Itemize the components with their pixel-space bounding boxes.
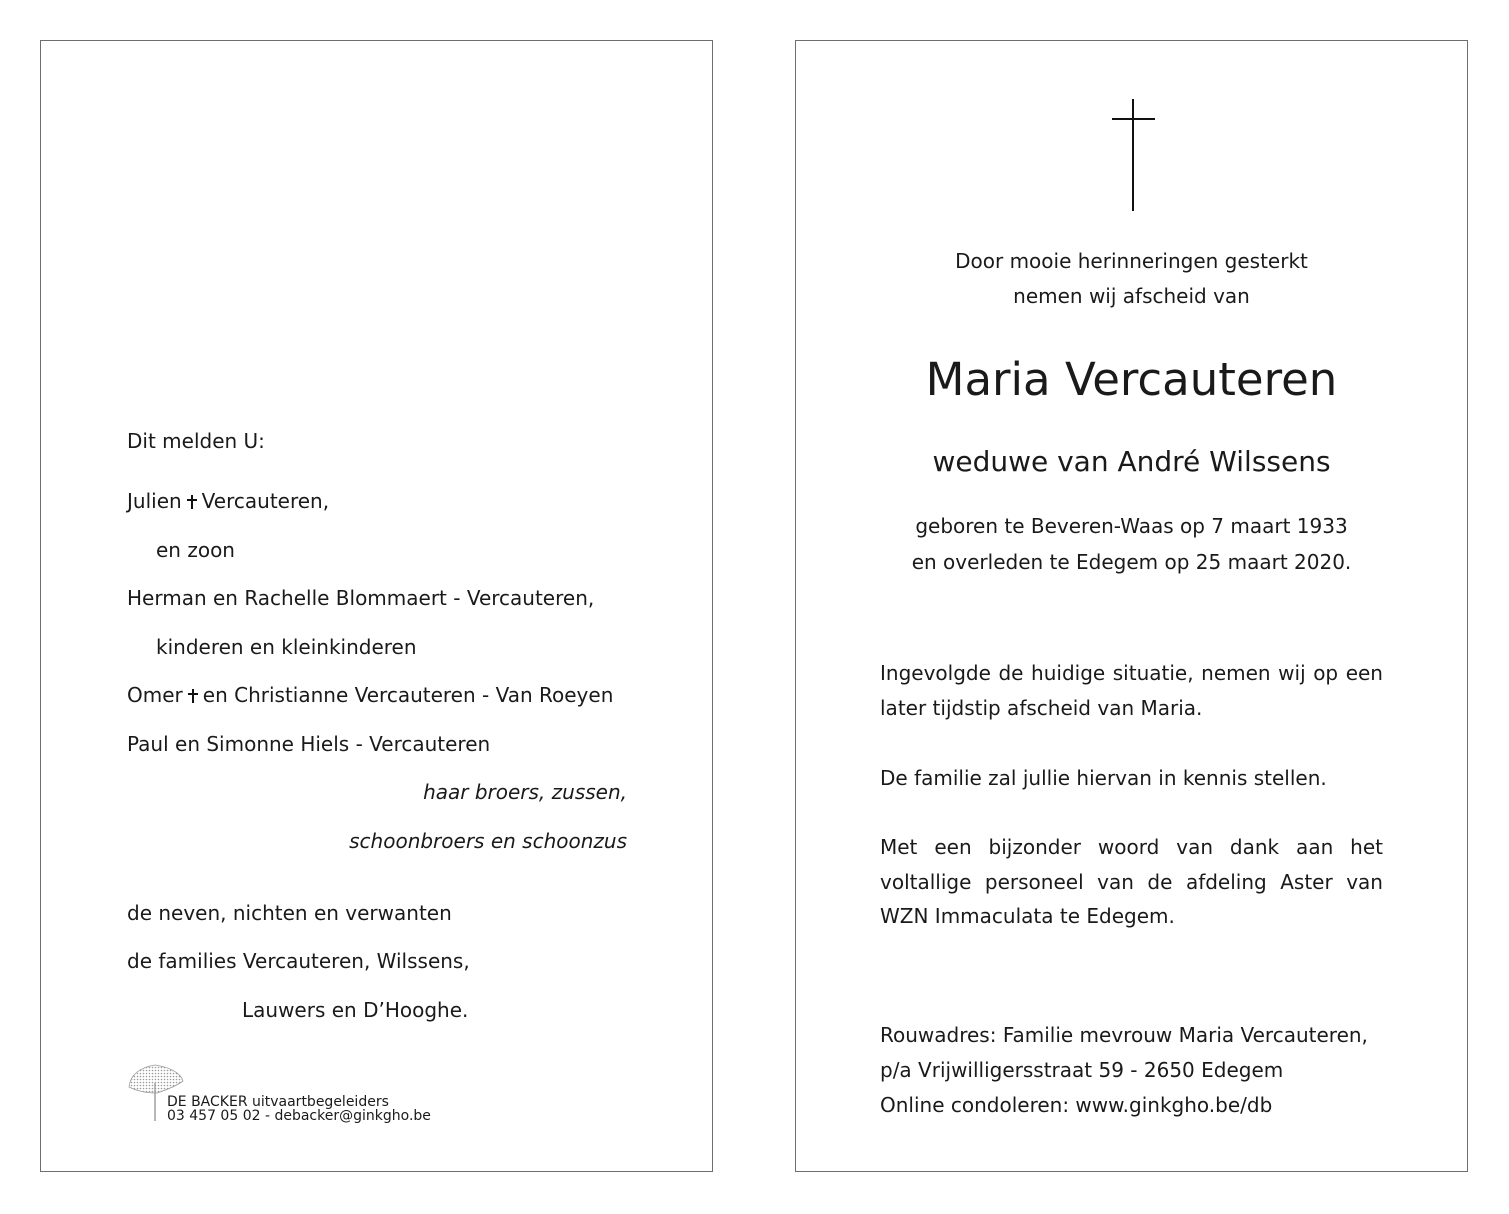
siblings-line-1: haar broers, zussen, bbox=[423, 780, 627, 804]
online-condolence: Online condoleren: www.ginkgho.be/db bbox=[880, 1093, 1273, 1117]
relative-paul: Paul en Simonne Hiels - Vercauteren bbox=[127, 732, 491, 756]
thanks-line-3: WZN Immaculata te Edegem. bbox=[880, 904, 1175, 928]
situation-line-1: Ingevolgde de huidige situatie, nemen wij op een bbox=[880, 661, 1383, 685]
widow-line: weduwe van André Wilssens bbox=[932, 445, 1331, 478]
funeral-home-contact: 03 457 05 02 - debacker@ginkgho.be bbox=[167, 1108, 431, 1124]
families-line-1: de families Vercauteren, Wilssens, bbox=[127, 949, 470, 973]
deceased-cross-icon bbox=[188, 689, 198, 703]
cousins-line: de neven, nichten en verwanten bbox=[127, 901, 452, 925]
relative-herman: Herman en Rachelle Blommaert - Vercauteren, bbox=[127, 586, 595, 610]
situation-line-2: later tijdstip afscheid van Maria. bbox=[880, 696, 1203, 720]
left-panel bbox=[40, 40, 713, 1172]
death-line: en overleden te Edegem op 25 maart 2020. bbox=[911, 550, 1352, 574]
relative-julien-sub: en zoon bbox=[156, 538, 235, 562]
relative-omer-first: Omer bbox=[127, 683, 183, 707]
relative-julien-last: Vercauteren, bbox=[201, 489, 330, 513]
intro-text: Dit melden U: bbox=[127, 429, 265, 453]
relative-julien bbox=[127, 489, 329, 513]
cross-icon bbox=[1132, 99, 1134, 211]
relative-herman-sub: kinderen en kleinkinderen bbox=[156, 635, 417, 659]
thanks-line-1: Met een bijzonder woord van dank aan het bbox=[880, 835, 1383, 859]
birth-line: geboren te Beveren-Waas op 7 maart 1933 bbox=[915, 514, 1348, 538]
deceased-name: Maria Vercauteren bbox=[925, 353, 1338, 406]
intro-line-2: nemen wij afscheid van bbox=[1013, 284, 1250, 308]
families-line-2: Lauwers en D’Hooghe. bbox=[242, 998, 469, 1022]
funeral-home-name: DE BACKER uitvaartbegeleiders bbox=[167, 1094, 389, 1110]
address-line-2: p/a Vrijwilligersstraat 59 - 2650 Edegem bbox=[880, 1058, 1284, 1082]
siblings-line-2: schoonbroers en schoonzus bbox=[349, 829, 627, 853]
cross-icon-bar bbox=[1112, 118, 1155, 120]
address-line-1: Rouwadres: Familie mevrouw Maria Vercauteren, bbox=[880, 1023, 1368, 1047]
relative-omer bbox=[127, 683, 613, 707]
thanks-line-2: voltallige personeel van de afdeling Aster van bbox=[880, 870, 1383, 894]
intro-line-1: Door mooie herinneringen gesterkt bbox=[955, 249, 1308, 273]
relative-julien-first: Julien bbox=[127, 489, 182, 513]
deceased-cross-icon bbox=[187, 495, 197, 509]
family-notice: De familie zal jullie hiervan in kennis stellen. bbox=[880, 766, 1327, 790]
relative-omer-rest: en Christianne Vercauteren - Van Roeyen bbox=[202, 683, 614, 707]
right-panel bbox=[795, 40, 1468, 1172]
